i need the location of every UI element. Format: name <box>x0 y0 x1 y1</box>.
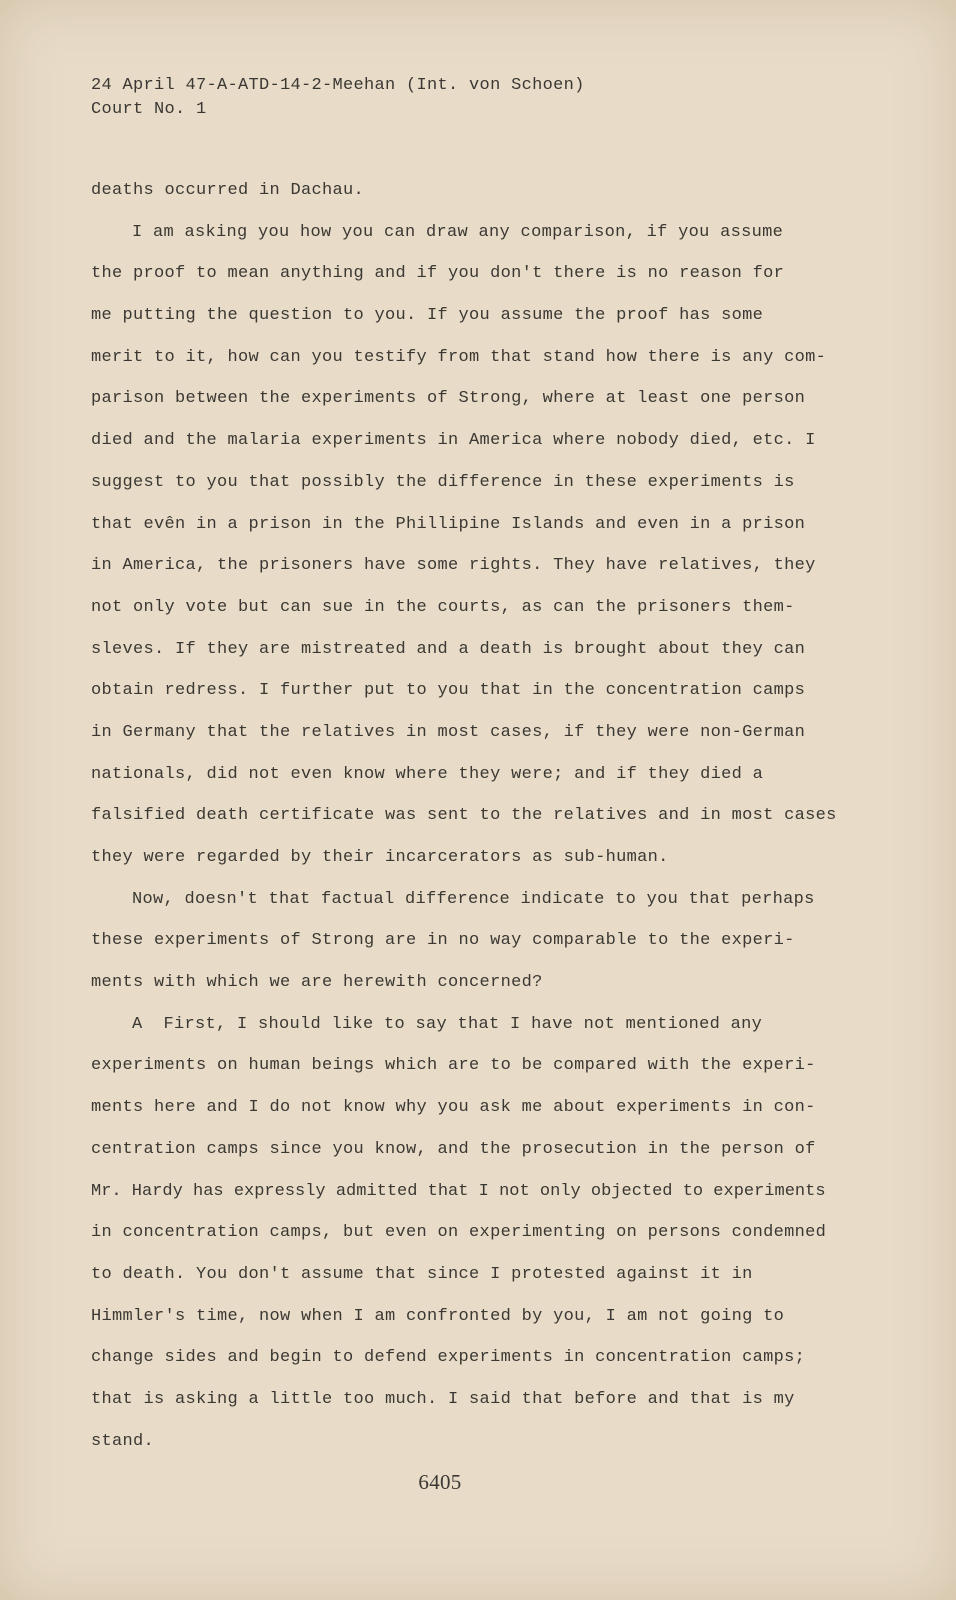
transcript-line: stand. <box>91 1431 155 1451</box>
transcript-line: change sides and begin to defend experiments in concentration camps; <box>91 1348 806 1368</box>
transcript-line: died and the malaria experiments in America where nobody died, etc. I <box>91 431 816 451</box>
page-number: 6405 <box>418 1470 462 1494</box>
transcript-line: Mr. Hardy has expressly admitted that I not only objected to experiments <box>91 1181 826 1201</box>
transcript-line: they were regarded by their incarcerators as sub-human. <box>91 848 669 867</box>
transcript-body <box>91 178 911 1470</box>
transcript-line: I am asking you how you can draw any comparison, if you assume <box>132 222 784 242</box>
transcript-line: in Germany that the relatives in most cases, if they were non-German <box>91 722 806 742</box>
transcript-line: A First, I should like to say that I have not mentioned any <box>132 1014 763 1034</box>
transcript-line: in concentration camps, but even on experimenting on persons condemned <box>91 1223 827 1243</box>
header-session-line: 24 April 47-A-ATD-14-2-Meehan (Int. von Schoen) <box>91 76 585 95</box>
transcript-line: to death. You don't assume that since I protested against it in <box>91 1264 753 1284</box>
transcript-line: ments with which we are herewith concerned? <box>91 973 543 993</box>
transcript-line: not only vote but can sue in the courts, as can the prisoners them- <box>91 597 795 617</box>
transcript-line: nationals, did not even know where they were; and if they died a <box>91 764 764 784</box>
transcript-line: experiments on human beings which are to be compared with the experi- <box>91 1056 816 1076</box>
transcript-line: centration camps since you know, and the prosecution in the person of <box>91 1139 816 1159</box>
transcript-line: that is asking a little too much. I said that before and that is my <box>91 1389 795 1409</box>
transcript-line: that evên in a prison in the Phillipine Islands and even in a prison <box>91 514 806 534</box>
transcript-line: falsified death certificate was sent to the relatives and in most cases <box>91 806 837 826</box>
document-header <box>91 74 585 122</box>
transcript-line: Himmler's time, now when I am confronted by you, I am not going to <box>91 1306 785 1326</box>
transcript-line: obtain redress. I further put to you that in the concentration camps <box>91 681 806 701</box>
transcript-line: the proof to mean anything and if you don't there is no reason for <box>91 264 785 284</box>
transcript-line: Now, doesn't that factual difference indicate to you that perhaps <box>132 889 815 909</box>
transcript-line: parison between the experiments of Strong, where at least one person <box>91 389 806 409</box>
transcript-line: in America, the prisoners have some rights. They have relatives, they <box>91 556 816 576</box>
transcript-line: sleves. If they are mistreated and a death is brought about they can <box>91 639 806 659</box>
header-court-line: Court No. 1 <box>91 100 207 119</box>
transcript-line: suggest to you that possibly the difference in these experiments is <box>91 472 795 492</box>
transcript-line: ments here and I do not know why you ask me about experiments in con- <box>91 1098 816 1118</box>
transcript-line: these experiments of Strong are in no way comparable to the experi- <box>91 931 795 951</box>
transcript-line: deaths occurred in Dachau. <box>91 181 365 200</box>
transcript-line: merit to it, how can you testify from that stand how there is any com- <box>91 347 827 367</box>
transcript-line: me putting the question to you. If you assume the proof has some <box>91 306 764 326</box>
